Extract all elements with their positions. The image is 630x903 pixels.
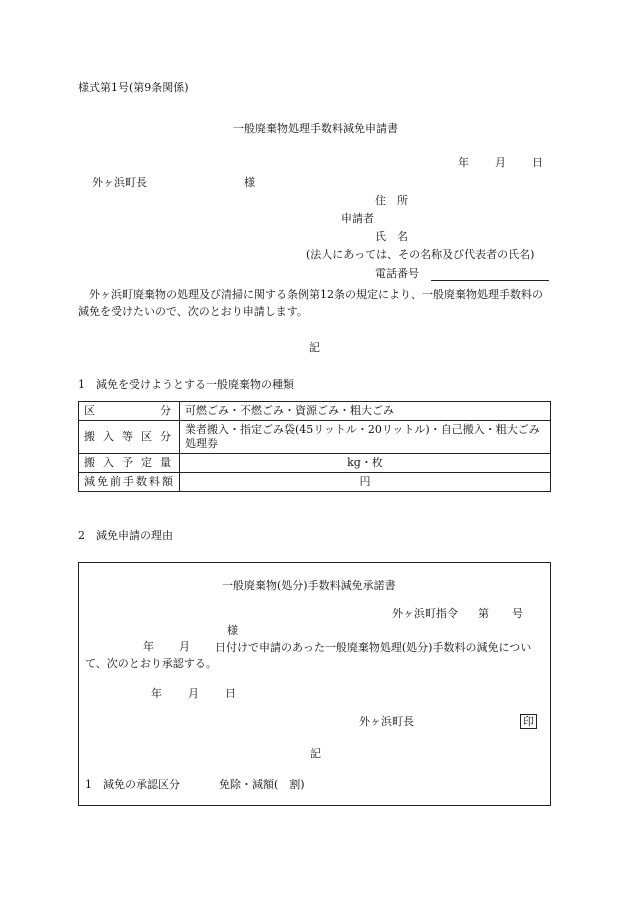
phone-label: 電話番号 <box>375 267 419 280</box>
approval-sama: 様 <box>227 624 238 637</box>
table-row <box>79 421 551 454</box>
approval-box <box>78 562 551 806</box>
phone-line <box>375 267 549 281</box>
table-row <box>79 473 551 492</box>
row-label: 搬入等区分 <box>79 421 180 454</box>
table-row <box>79 454 551 473</box>
body-text: 外ヶ浜町廃棄物の処理及び清掃に関する条例第12条の規定により、一般廃棄物処理手数料の減免を受けたいので、次のとおり申請します。 <box>78 288 543 318</box>
date-day: 日 <box>532 156 543 169</box>
document-title: 一般廃棄物処理手数料減免申請書 <box>233 122 398 135</box>
approval-date-month: 月 <box>179 640 190 653</box>
addressee-honorific: 様 <box>244 176 255 189</box>
corp-note: (法人にあっては、その名称及び代表者の氏名) <box>306 248 535 261</box>
approval-body: 日付けで申請のあった一般廃棄物処理(処分)手数料の減免について、次のとおり承認する。 <box>85 641 532 670</box>
approval-title: 一般廃棄物(処分)手数料減免承諾書 <box>222 579 396 592</box>
approval-date-year: 年 <box>143 640 154 653</box>
approval-ki: 記 <box>310 747 321 760</box>
waste-type-table <box>78 401 551 492</box>
section2-heading: 2 減免申請の理由 <box>78 529 173 542</box>
ref-go: 号 <box>512 607 523 620</box>
section1-heading: 1 減免を受けようとする一般廃棄物の種類 <box>78 378 294 391</box>
date-year: 年 <box>458 156 469 169</box>
approval-mayor: 外ヶ浜町長 <box>359 715 414 728</box>
seal-stamp <box>520 714 537 729</box>
ki-mark: 記 <box>309 341 320 354</box>
approval-item-label: 1 減免の承認区分 <box>85 778 180 791</box>
row-value: 業者搬入・指定ごみ袋(45リットル・20リットル)・自己搬入・粗大ごみ処理券 <box>180 421 551 454</box>
row-label: 区 分 <box>79 402 180 421</box>
form-label: 様式第1号(第9条関係) <box>78 81 189 94</box>
ref-town: 外ヶ浜町指令 <box>392 607 458 620</box>
addressee-name: 外ヶ浜町長 <box>92 176 147 189</box>
row-label: 減免前手数料額 <box>79 473 180 492</box>
row-label: 搬入予定量 <box>79 454 180 473</box>
approval-item-value: 免除・減額( 割) <box>219 778 305 791</box>
row-value: kg・枚 <box>180 454 551 473</box>
ref-dai: 第 <box>478 607 489 620</box>
applicant-label: 申請者 <box>341 212 374 225</box>
row-value: 円 <box>180 473 551 492</box>
row-value: 可燃ごみ・不燃ごみ・資源ごみ・粗大ごみ <box>180 402 551 421</box>
seal-mark: 印 <box>520 714 537 729</box>
phone-underline <box>431 268 549 281</box>
address-label: 住 所 <box>375 194 408 207</box>
issue-day: 日 <box>225 687 236 700</box>
issue-month: 月 <box>188 687 199 700</box>
date-month: 月 <box>495 156 506 169</box>
issue-year: 年 <box>151 687 162 700</box>
name-label: 氏 名 <box>375 230 408 243</box>
table-row <box>79 402 551 421</box>
